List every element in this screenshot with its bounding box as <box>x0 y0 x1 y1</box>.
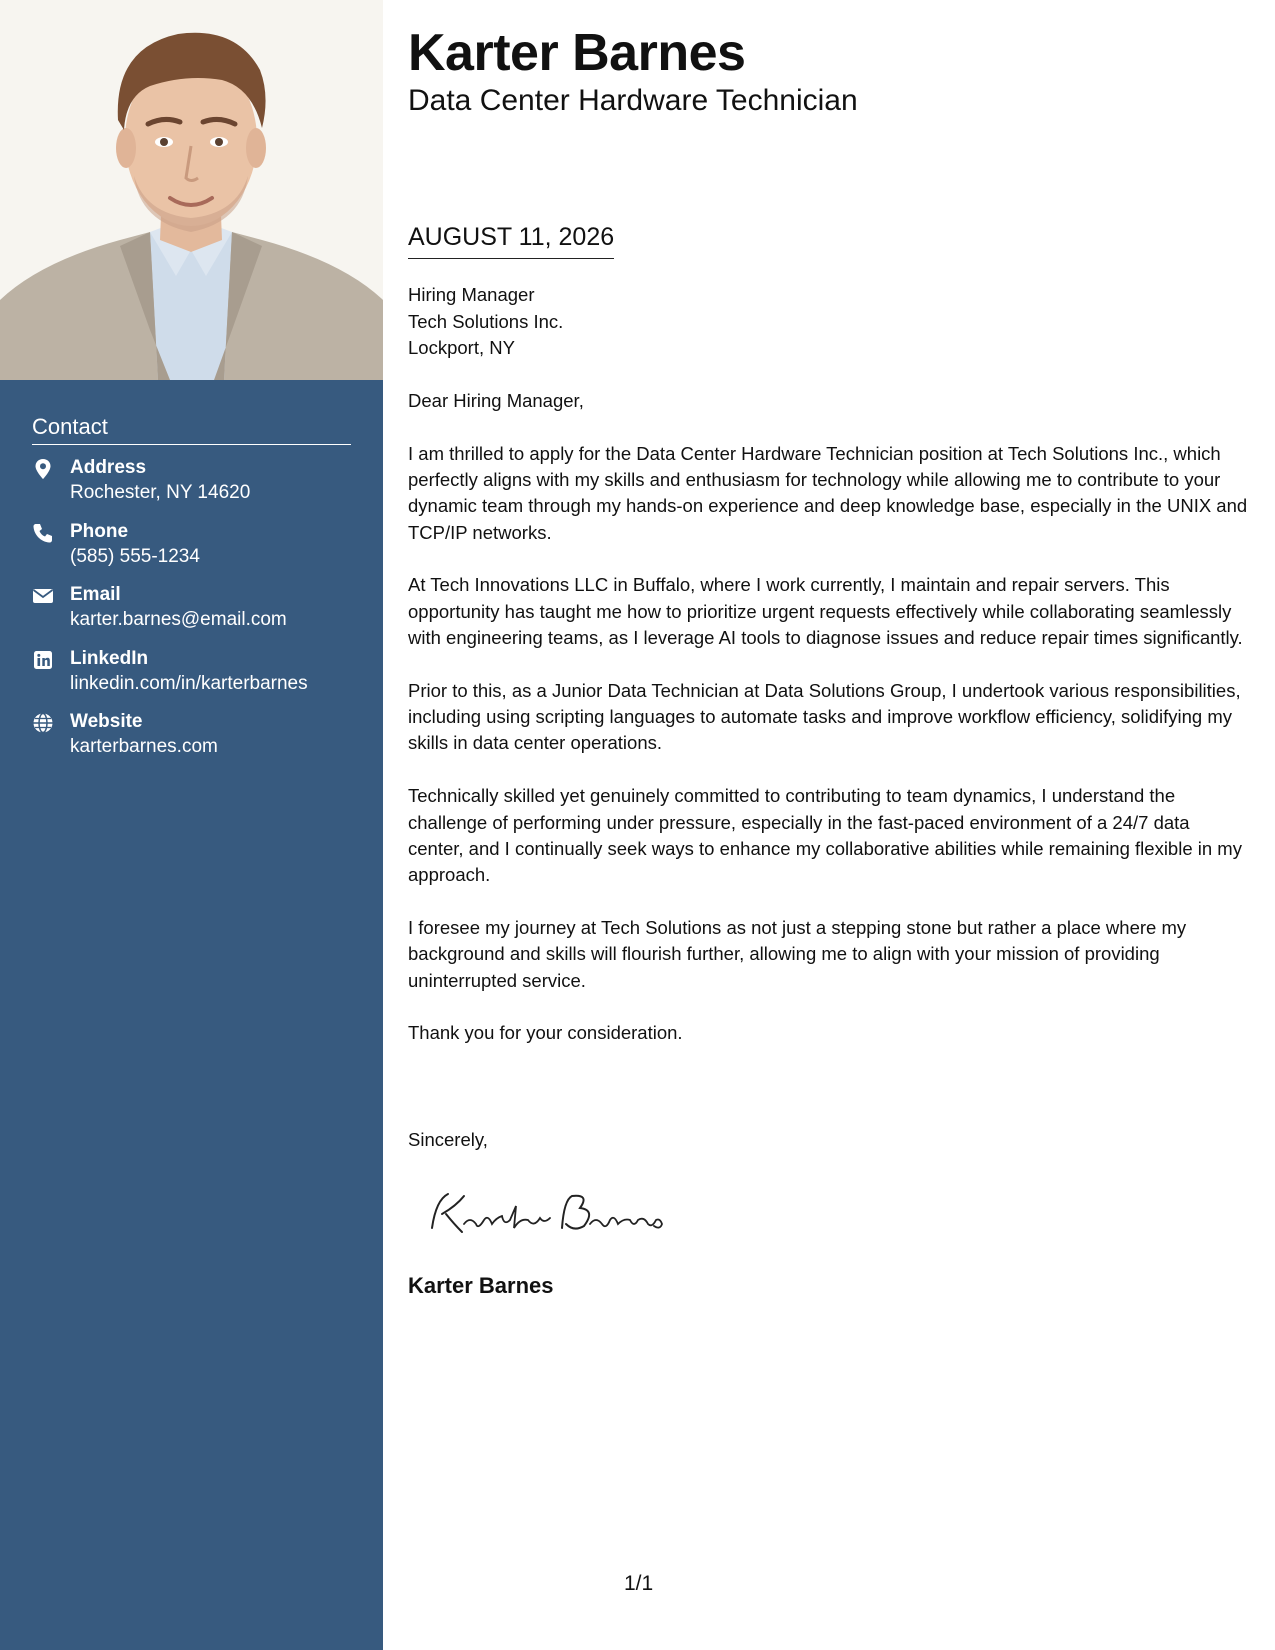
body-paragraph: At Tech Innovations LLC in Buffalo, where I work currently, I maintain and repair servers. This opportunity has taught me how to prioritize urgent requests effectively while collaborating seamlessly with engineering teams, as I leverage AI tools to diagnose issues and reduce repair times significantly. <box>408 574 1243 649</box>
body-paragraph: Thank you for your consideration. <box>408 1022 683 1044</box>
profile-photo <box>0 0 383 380</box>
contact-item-linkedin <box>32 647 362 711</box>
contact-list <box>32 456 362 774</box>
map-pin-icon <box>32 458 54 480</box>
recipient-line: Hiring Manager <box>408 284 535 305</box>
contact-value[interactable]: karter.barnes@email.com <box>70 609 287 630</box>
body-paragraph: Prior to this, as a Junior Data Technician at Data Solutions Group, I undertook various responsibilities, including using scripting languages to automate tasks and improve workflow efficiency, solidifying my skills in data center operations. <box>408 679 1241 754</box>
body-paragraph: I am thrilled to apply for the Data Center Hardware Technician position at Tech Solutions Inc., which perfectly aligns with my skills and enthusiasm for technology while allowing me to contribute to your dynamic team through my hands-on experience and deep knowledge base, especially in the UNIX and TCP/IP networks. <box>408 442 1248 543</box>
job-title: Data Center Hardware Technician <box>408 84 858 117</box>
contact-label: Phone <box>70 520 129 542</box>
recipient-line: Lockport, NY <box>408 337 515 358</box>
contact-value: Rochester, NY 14620 <box>70 482 251 503</box>
globe-icon <box>32 712 54 734</box>
contact-label: Email <box>70 584 121 605</box>
contact-label: LinkedIn <box>70 647 149 669</box>
linkedin-icon <box>32 649 54 671</box>
page-number: 1/1 <box>624 1572 654 1595</box>
contact-item-address <box>32 456 362 520</box>
sidebar <box>0 0 383 1650</box>
contact-label: Website <box>70 711 143 732</box>
envelope-icon <box>32 585 54 607</box>
phone-icon <box>32 522 54 544</box>
handwritten-signature <box>420 1180 680 1250</box>
contact-value[interactable]: karterbarnes.com <box>70 736 218 757</box>
contact-item-email <box>32 583 362 647</box>
recipient-block <box>408 282 563 362</box>
portrait-illustration <box>0 0 383 380</box>
body-paragraph: Technically skilled yet genuinely committed to contributing to team dynamics, I understand the challenge of performing under pressure, especially in the fast-paced environment of a 24/7 data center, and I continually seek ways to enhance my collaborative abilities while remaining flexible in my approach. <box>408 785 1242 886</box>
body-paragraph: I foresee my journey at Tech Solutions as not just a stepping stone but rather a place where my background and skills will flourish further, allowing me to align with your mission of providing uninterrupted service. <box>408 916 1187 991</box>
contact-label: Address <box>70 457 147 478</box>
contact-item-website <box>32 710 362 774</box>
applicant-name: Karter Barnes <box>408 24 746 82</box>
letter-date: AUGUST 11, 2026 <box>408 222 614 259</box>
letter-body <box>408 388 1250 1073</box>
salutation: Dear Hiring Manager, <box>408 390 584 411</box>
signature <box>420 1180 680 1250</box>
recipient-line: Tech Solutions Inc. <box>408 310 564 332</box>
closing: Sincerely, <box>408 1129 488 1150</box>
contact-item-phone <box>32 520 362 584</box>
contact-heading: Contact <box>32 414 351 445</box>
contact-value[interactable]: linkedin.com/in/karterbarnes <box>70 672 308 694</box>
contact-value: (585) 555-1234 <box>70 545 200 567</box>
signer-name: Karter Barnes <box>408 1273 554 1298</box>
